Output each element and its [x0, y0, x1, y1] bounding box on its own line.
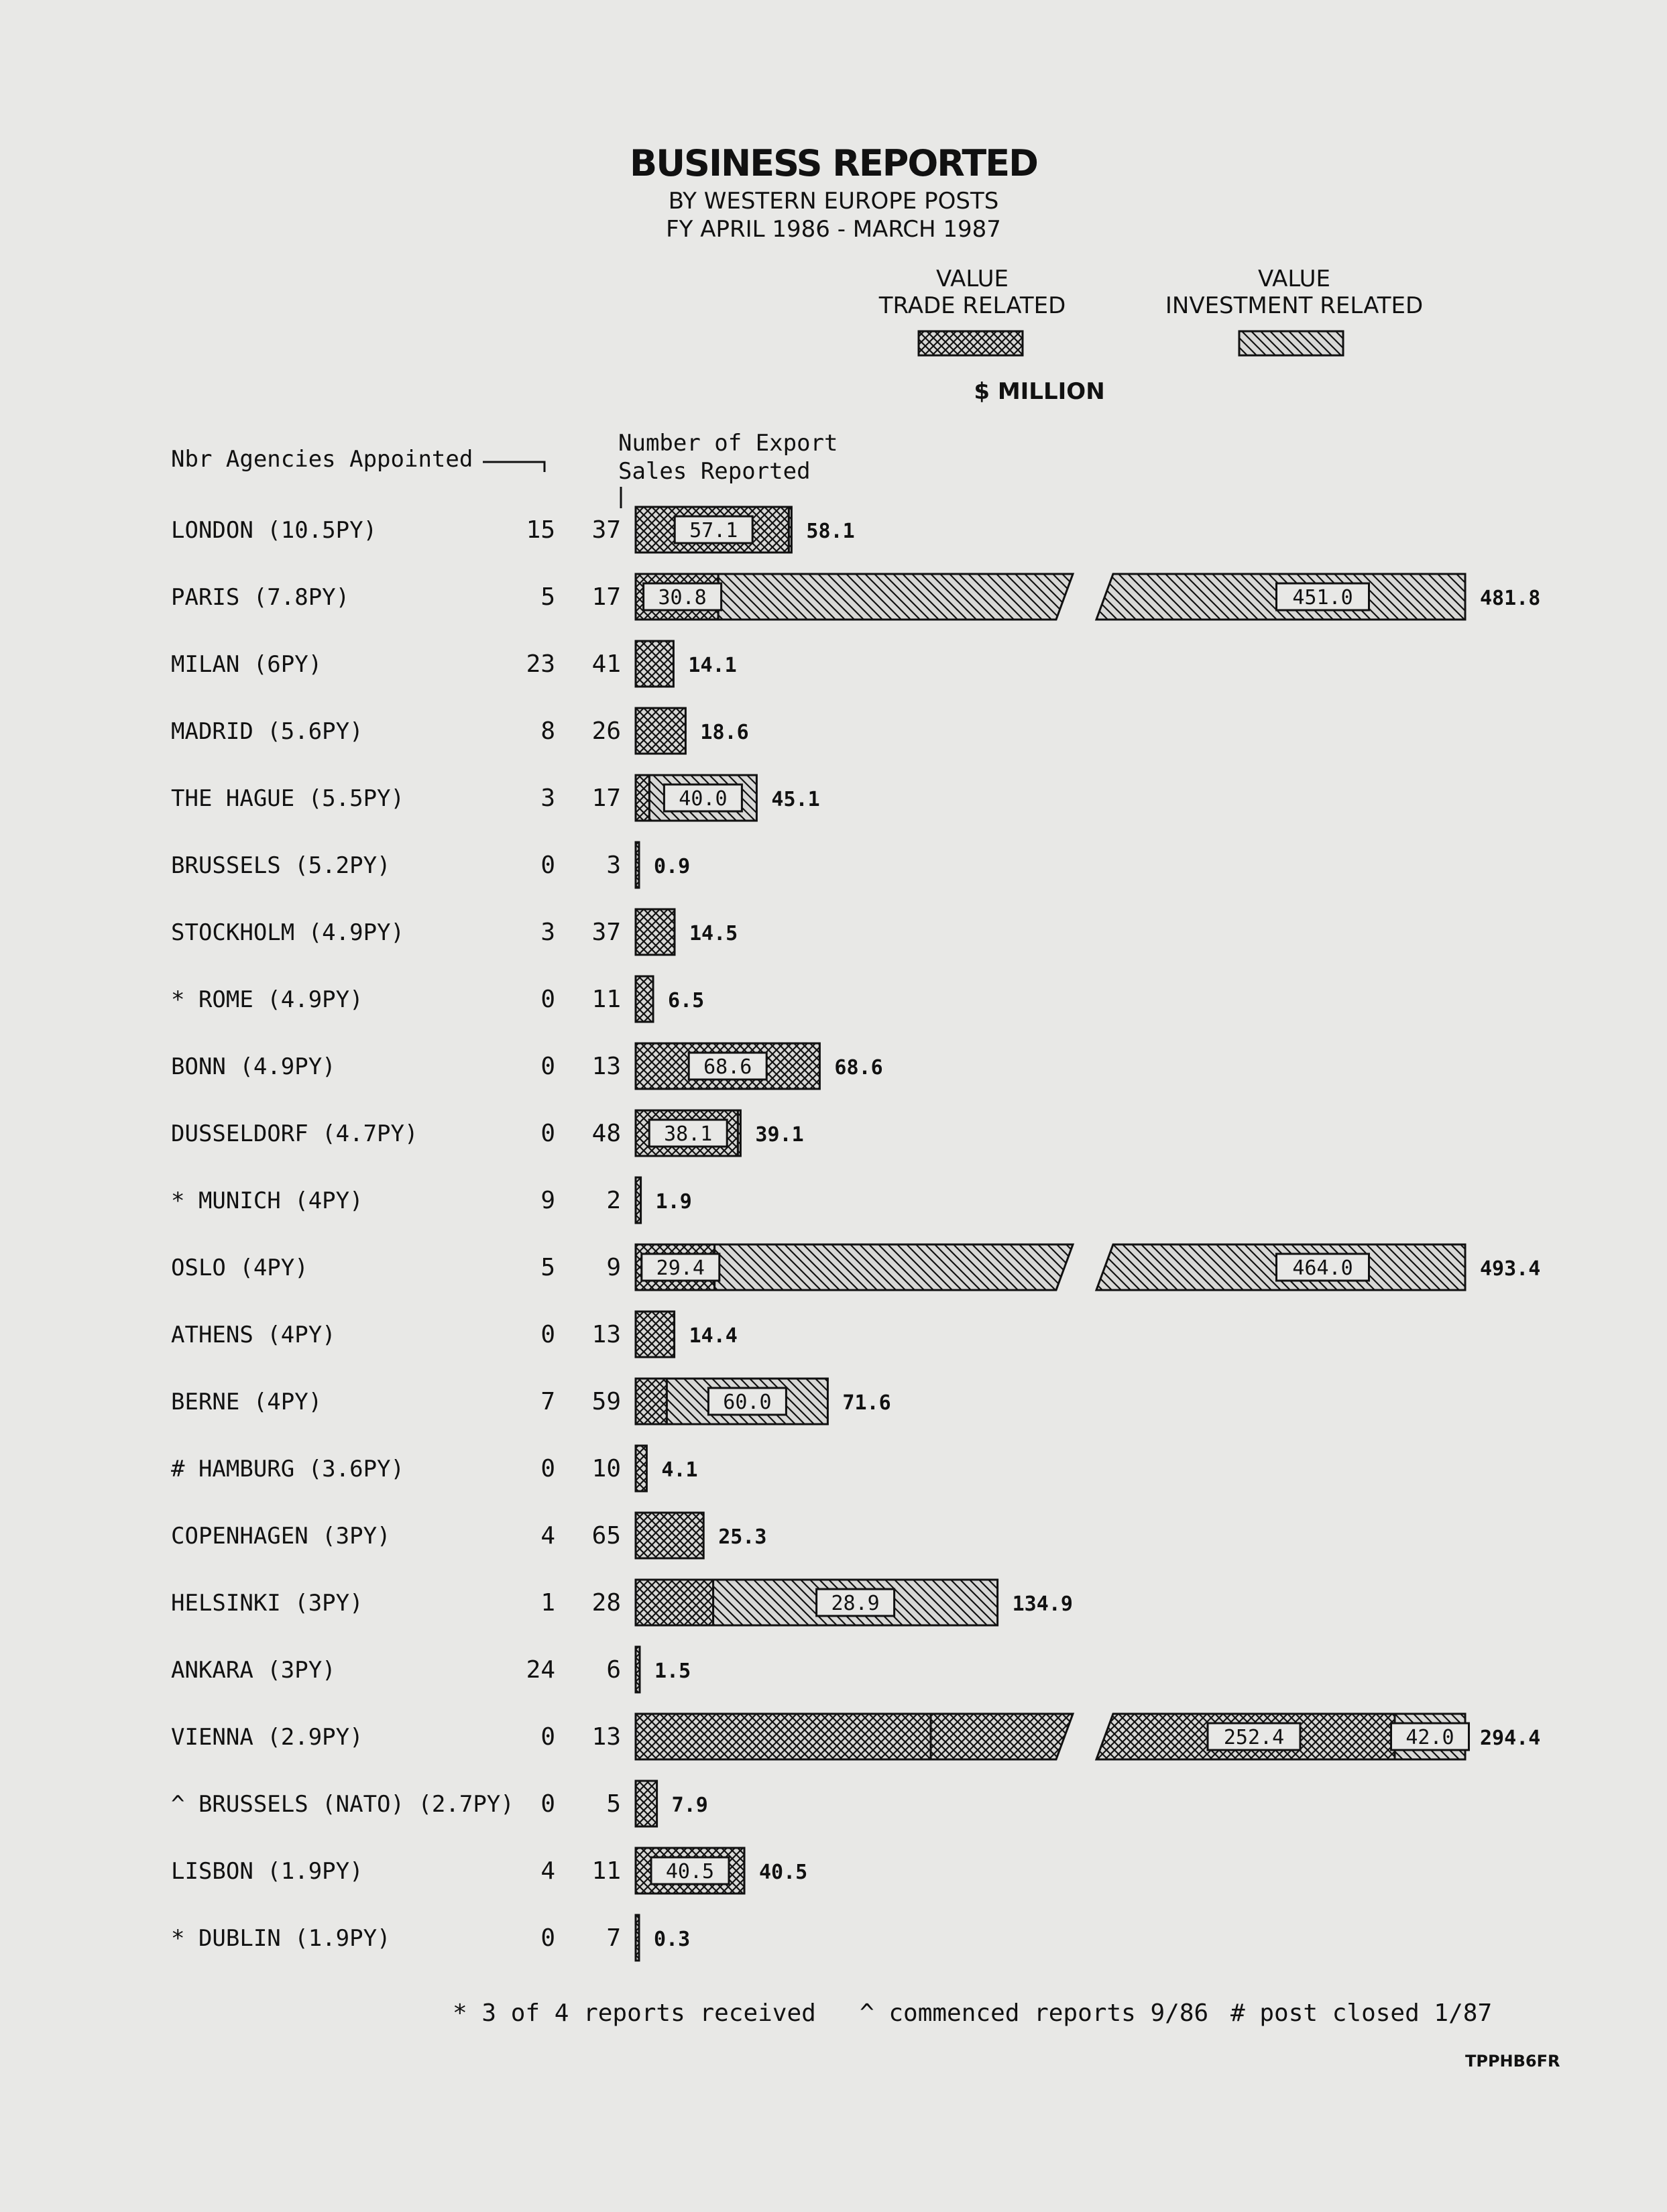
reports-value: 6 — [606, 1656, 621, 1684]
bar-total-value: 45.1 — [771, 788, 820, 811]
row-label: ^ BRUSSELS (NATO) (2.7PY) — [171, 1791, 514, 1818]
chart-subtitle-2: FY APRIL 1986 - MARCH 1987 — [666, 216, 1001, 243]
bar-total-value: 18.6 — [700, 721, 749, 744]
row-label: VIENNA (2.9PY) — [171, 1724, 363, 1751]
bar-trade — [636, 976, 653, 1022]
bar-trade — [636, 1446, 646, 1491]
bar-total-value: 71.6 — [842, 1391, 891, 1415]
document-reference: TPPHB6FR — [1465, 2052, 1560, 2071]
agencies-value: 23 — [526, 650, 555, 678]
row-label: ANKARA (3PY) — [171, 1657, 336, 1684]
agencies-value: 0 — [540, 852, 555, 879]
bar-trade — [636, 1647, 640, 1692]
bar-trade — [636, 1915, 639, 1961]
bar-total-value: 40.5 — [759, 1861, 808, 1884]
agencies-value: 4 — [540, 1522, 555, 1550]
bar-trade — [636, 1177, 641, 1223]
row-label: MADRID (5.6PY) — [171, 718, 363, 745]
reports-value: 48 — [591, 1120, 621, 1147]
row-label: OSLO (4PY) — [171, 1255, 308, 1281]
agencies-value: 3 — [540, 784, 555, 812]
agencies-value: 0 — [540, 1790, 555, 1818]
reports-value: 11 — [591, 986, 621, 1013]
reports-value: 65 — [591, 1522, 621, 1550]
legend-trade-label: VALUE TRADE RELATED — [878, 266, 1066, 319]
row-label: * DUBLIN (1.9PY) — [171, 1925, 391, 1952]
bar-investment — [789, 507, 791, 552]
footnote-3: # post closed 1/87 — [1230, 1999, 1493, 2027]
bar-total-value: 39.1 — [755, 1123, 804, 1147]
reports-value: 37 — [591, 919, 621, 946]
bar-investment-part1 — [931, 1714, 1073, 1759]
agencies-value: 0 — [540, 1723, 555, 1751]
agencies-value: 15 — [526, 516, 555, 544]
reports-value: 13 — [591, 1053, 621, 1080]
reports-value: 26 — [591, 717, 621, 745]
bar-trade — [636, 641, 673, 687]
bar-inner-label: 29.4 — [656, 1257, 705, 1280]
row-label: THE HAGUE (5.5PY) — [171, 785, 404, 812]
bar-total-value: 0.9 — [654, 855, 691, 878]
row-label: MILAN (6PY) — [171, 651, 323, 678]
agencies-value: 0 — [540, 1053, 555, 1080]
agencies-value: 0 — [540, 1924, 555, 1952]
row-label: PARIS (7.8PY) — [171, 584, 350, 611]
footnote-1: * 3 of 4 reports received — [453, 1999, 816, 2027]
bar-total-value: 58.1 — [806, 520, 855, 543]
row-label: * ROME (4.9PY) — [171, 986, 363, 1013]
agencies-value: 0 — [540, 1321, 555, 1348]
bar-trade — [636, 1379, 667, 1424]
footnote-2: ^ commenced reports 9/86 — [860, 1999, 1209, 2027]
bar-inner-label: 38.1 — [664, 1122, 713, 1146]
reports-value: 41 — [591, 650, 621, 678]
row-label: DUSSELDORF (4.7PY) — [171, 1120, 418, 1147]
reports-value: 37 — [591, 516, 621, 544]
bar-inner-label: 60.0 — [723, 1391, 772, 1414]
bar-trade — [636, 842, 639, 888]
legend-investment-swatch — [1239, 331, 1343, 355]
bar-trade — [636, 1781, 657, 1826]
row-label: ATHENS (4PY) — [171, 1322, 336, 1348]
chart-title: BUSINESS REPORTED — [630, 142, 1037, 184]
row-label: # HAMBURG (3.6PY) — [171, 1456, 404, 1482]
bar-inner-label: 30.8 — [658, 586, 707, 609]
bar-trade — [636, 909, 675, 955]
bar-inner-label: 252.4 — [1223, 1726, 1285, 1749]
bar-total-value: 68.6 — [834, 1056, 883, 1080]
bar-total-value: 7.9 — [671, 1794, 708, 1817]
agencies-value: 8 — [540, 717, 555, 745]
reports-value: 13 — [591, 1321, 621, 1348]
reports-value: 17 — [591, 784, 621, 812]
row-label: COPENHAGEN (3PY) — [171, 1523, 391, 1550]
bar-inner-label: 28.9 — [831, 1592, 880, 1615]
row-label: HELSINKI (3PY) — [171, 1590, 363, 1617]
bar-inner-label: 57.1 — [689, 519, 738, 542]
agencies-column-header: Nbr Agencies Appointed — [171, 446, 473, 473]
bar-total-value: 25.3 — [718, 1525, 767, 1549]
bar-trade — [636, 1714, 931, 1759]
bar-inner-label: 464.0 — [1292, 1257, 1353, 1280]
bar-investment — [738, 1110, 740, 1156]
reports-value: 9 — [606, 1254, 621, 1281]
bar-trade — [636, 708, 685, 754]
bar-total-value: 134.9 — [1012, 1592, 1073, 1616]
row-label: STOCKHOLM (4.9PY) — [171, 919, 404, 946]
agencies-header-connector — [483, 462, 544, 472]
bar-inner-label: 451.0 — [1292, 586, 1353, 609]
agencies-value: 0 — [540, 1455, 555, 1482]
bar-total-value: 6.5 — [668, 989, 705, 1012]
unit-label: $ MILLION — [974, 378, 1105, 405]
legend-investment-label: VALUE INVESTMENT RELATED — [1165, 266, 1424, 319]
chart-subtitle-1: BY WESTERN EUROPE POSTS — [668, 188, 999, 215]
reports-value: 17 — [591, 583, 621, 611]
reports-value: 3 — [606, 852, 621, 879]
reports-value: 59 — [591, 1388, 621, 1415]
legend-trade-swatch — [919, 331, 1023, 355]
bar-total-value: 14.5 — [689, 922, 738, 945]
row-label: BERNE (4PY) — [171, 1389, 323, 1415]
bar-total-value: 14.4 — [689, 1324, 738, 1348]
agencies-value: 9 — [540, 1187, 555, 1214]
agencies-value: 5 — [540, 1254, 555, 1281]
agencies-value: 0 — [540, 986, 555, 1013]
bar-total-value: 294.4 — [1480, 1727, 1541, 1750]
agencies-value: 24 — [526, 1656, 555, 1684]
bar-inner-label: 40.0 — [679, 787, 728, 811]
row-label: BONN (4.9PY) — [171, 1053, 336, 1080]
bar-total-value: 14.1 — [688, 654, 737, 677]
reports-value: 2 — [606, 1187, 621, 1214]
row-label: * MUNICH (4PY) — [171, 1187, 363, 1214]
reports-value: 10 — [591, 1455, 621, 1482]
reports-value: 13 — [591, 1723, 621, 1751]
agencies-value: 5 — [540, 583, 555, 611]
bar-investment-part1 — [715, 1244, 1073, 1290]
row-label: LISBON (1.9PY) — [171, 1858, 363, 1885]
bar-total-value: 1.9 — [655, 1190, 692, 1214]
reports-value: 5 — [606, 1790, 621, 1818]
bar-total-value: 4.1 — [661, 1458, 698, 1482]
agencies-value: 0 — [540, 1120, 555, 1147]
reports-value: 28 — [591, 1589, 621, 1617]
bar-inner-label: 42.0 — [1405, 1726, 1454, 1749]
reports-column-header: Number of Export Sales Reported — [618, 430, 838, 485]
bar-total-value: 481.8 — [1480, 587, 1541, 610]
row-label: BRUSSELS (5.2PY) — [171, 852, 391, 879]
bar-trade — [636, 775, 649, 821]
bar-total-value: 493.4 — [1480, 1257, 1541, 1281]
row-label: LONDON (10.5PY) — [171, 517, 378, 544]
bar-trade — [636, 1580, 713, 1625]
agencies-value: 7 — [540, 1388, 555, 1415]
agencies-value: 3 — [540, 919, 555, 946]
bar-trade — [636, 1513, 703, 1558]
agencies-value: 4 — [540, 1857, 555, 1885]
bar-trade — [636, 1312, 675, 1357]
bar-inner-label: 68.6 — [703, 1055, 752, 1079]
agencies-value: 1 — [540, 1589, 555, 1617]
bar-total-value: 0.3 — [654, 1928, 691, 1951]
reports-value: 11 — [591, 1857, 621, 1885]
bar-total-value: 1.5 — [654, 1660, 691, 1683]
reports-value: 7 — [606, 1924, 621, 1952]
bar-investment-part1 — [718, 574, 1073, 620]
bar-inner-label: 40.5 — [665, 1860, 715, 1883]
